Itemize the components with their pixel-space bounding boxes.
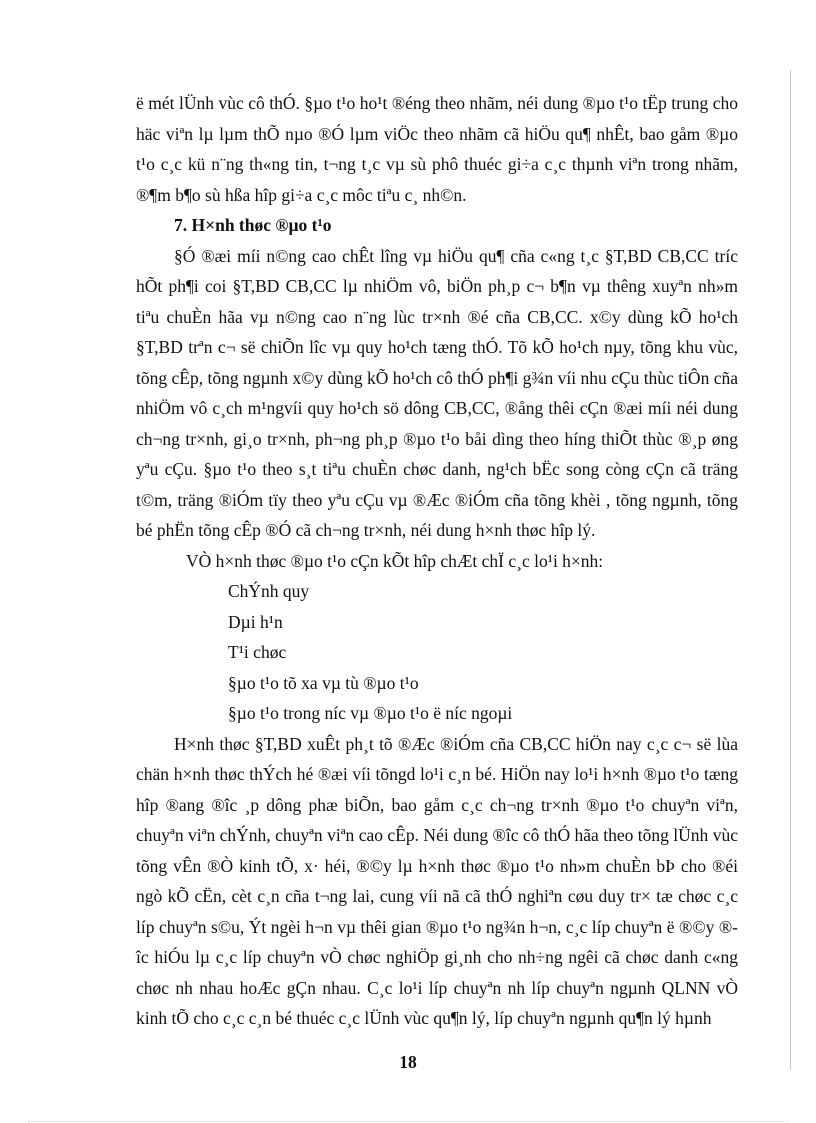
list-item: §µo t¹o trong níc vµ ®µo t¹o ë níc ngoµi [228,703,513,723]
document-body [136,88,738,1034]
list-item: ChÝnh quy [228,581,310,601]
paragraph: §Ó ®æi míi n©ng cao chÊt lîng vµ hiÖu qu¶ cña c«ng t¸c §T,BD CB,CC tríc hÕt ph¶i coi §T,BD CB,CC lµ nhiÖm vô, biÖn ph¸p c¬ b¶n vµ thêng xuyªn nh»m tiªu chuÈn hãa vµ n©ng cao n¨ng lùc tr×nh ®é cña CB,CC. x©y dùng kÕ ho¹ch §T,BD trªn c¬ së chiÕn lîc vµ quy ho¹ch tæng thÓ. Tõ kÕ ho¹ch nµy, tõng khu vùc, tõng cÊp, tõng ngµnh x©y dùng kÕ ho¹ch cô thÓ ph¶i g¾n víi nhu cÇu thùc tiÔn cña nhiÖm vô c¸ch m¹ngvíi quy ho¹ch sö dông CB,CC, ®ång thêi cÇn ®æi míi néi dung ch¬ng tr×nh, gi¸o tr×nh, ph¬ng ph¸p ®µo t¹o båi dìng theo híng thiÕt thùc ®¸p øng yªu cÇu. §µo t¹o theo s¸t tiªu chuÈn chøc danh, ng¹ch bËc song còng cÇn cã träng t©m, träng ®iÓm tïy theo yªu cÇu vµ ®Æc ®iÓm cña tõng khèi , tõng ngµnh, tõng bé phËn tõng cÊp ®Ó cã ch¬ng tr×nh, néi dung h×nh thøc hîp lý. [136,245,738,540]
list-item: §µo t¹o tõ xa vµ tù ®µo t¹o [228,672,419,693]
paragraph: H×nh thøc §T,BD xuÊt ph¸t tõ ®Æc ®iÓm cña CB,CC hiÖn nay c¸c c¬ së lùa chän h×nh thøc thÝch hé ®æi víi tõngd lo¹i c¸n bé. HiÖn nay lo¹i h×nh ®µo t¹o tæng hîp ®ang ®îc ¸p dông phæ biÕn, bao gåm c¸c ch¬ng tr×nh ®µo t¹o chuyªn viªn, chuyªn viªn chÝnh, chuyªn viªn cao cÊp. Néi dung ®îc cô thÓ hãa theo tõng lÜnh vùc tõng vÊn ®Ò kinh tÕ, x· héi, ®©y lµ h×nh thøc ®µo t¹o nh»m chuÈn bÞ cho ®éi ngò kÕ cËn, cèt c¸n cña t¬ng lai, cung víi nã cã thÓ nghiªn cøu duy tr× tæ chøc c¸c líp chuyªn s©u, Ýt ngèi h¬n vµ thêi gian ®µo t¹o ng¾n h¬n, c¸c líp chuyªn ë ®©y ®îc hiÓu lµ c¸c líp chuyªn vÒ chøc nghiÖp gi¸nh cho nh÷ng ngêi cã chøc danh c«ng chøc nh nhau hoÆc gÇn nhau. C¸c lo¹i líp chuyªn nh líp chuyªn ngµnh QLNN vÒ kinh tÕ cho c¸c c¸n bé thuéc c¸c lÜnh vùc qu¶n lý, líp chuyªn ngµnh qu¶n lý hµnh [136,733,738,1028]
bottom-rule [28,1121,788,1122]
right-margin-line [790,70,791,1070]
list-intro: VÒ h×nh thøc ®µo t¹o cÇn kÕt hîp chÆt chÏ c¸c lo¹i h×nh: [186,550,604,571]
list-item: T¹i chøc [228,642,287,662]
list-item: Dµi h¹n [228,611,283,632]
paragraph-continuation: ë mét lÜnh vùc cô thÓ. §µo t¹o ho¹t ®éng theo nhãm, néi dung ®µo t¹o tËp trung cho häc viªn lµ lµm thÕ nµo ®Ó lµm viÖc theo nhãm cã hiÖu qu¶ nhÊt, bao gåm ®µo t¹o c¸c kü n¨ng th«ng tin, t¬ng t¸c vµ sù phô thuéc gi÷a c¸c thµnh viªn trong nhãm, ®¶m b¶o sù hßa hîp gi÷a c¸c môc tiªu c¸ nh©n. [136,93,738,205]
section-heading: 7. H×nh thøc ®µo t¹o [174,215,332,235]
page-number: 18 [399,1052,417,1072]
